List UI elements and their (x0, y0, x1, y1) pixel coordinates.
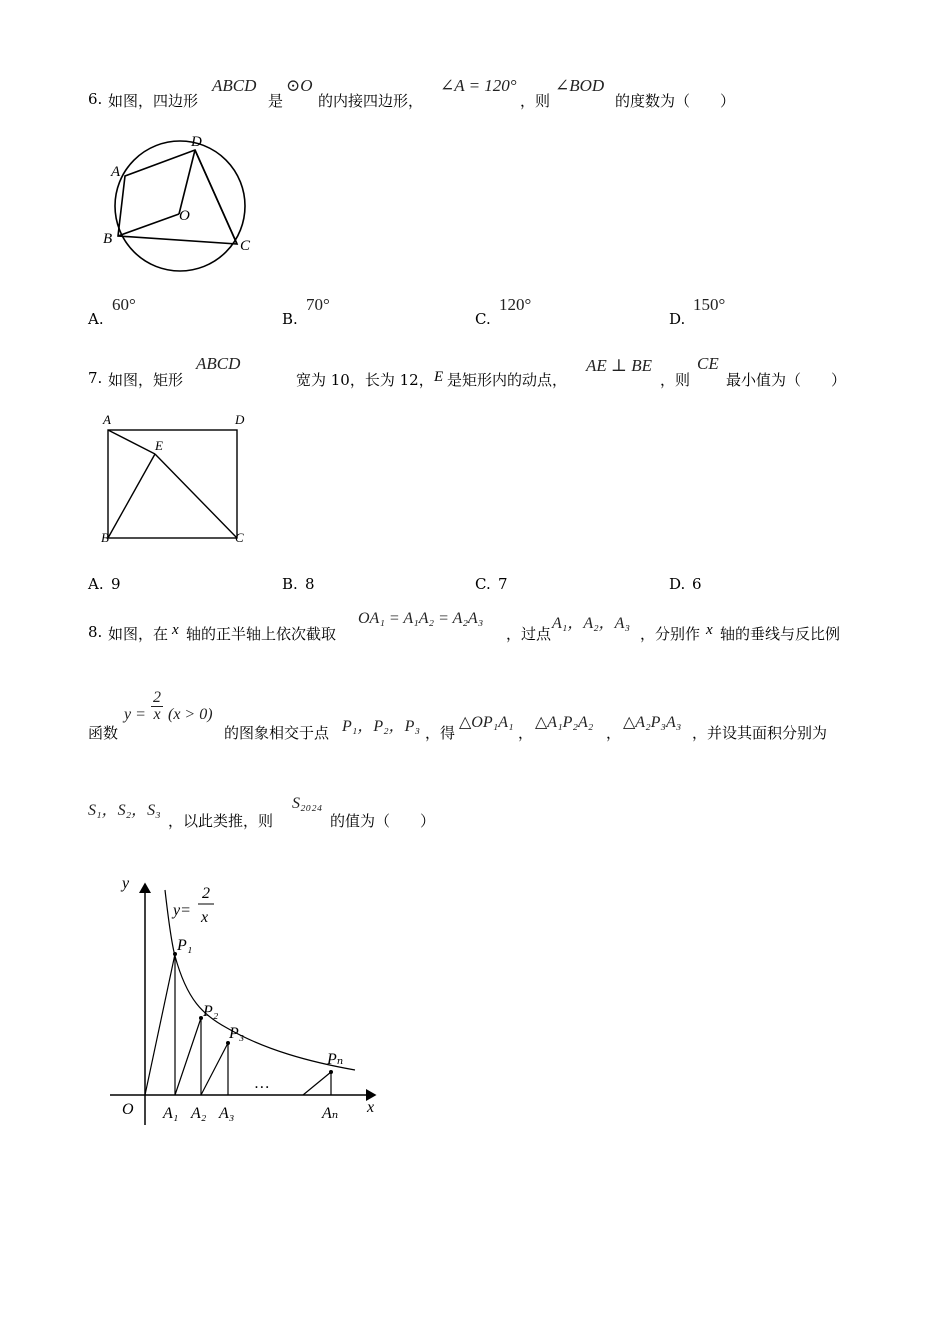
q7-figure-rectangle (95, 408, 255, 548)
q8-text-11: 的值为（ ） (330, 812, 436, 830)
q6-option-c-key[interactable]: C. (475, 310, 491, 328)
q7-option-c-value[interactable]: 7 (498, 575, 508, 593)
q6-option-d-key[interactable]: D. (669, 310, 686, 328)
q8-text-1: 如图，在 (108, 625, 169, 643)
func-label-den: x (201, 909, 209, 926)
q8-func-condition: (x > 0) (168, 706, 213, 723)
q6-math-circle: ⊙O (286, 76, 313, 95)
q8-math-points-p: P₁，P₂，P₃ (342, 718, 421, 735)
label-a: A (103, 412, 111, 427)
q8-comma-1: ， (518, 724, 534, 742)
q8-text-3: ，过点 (506, 625, 552, 643)
segment-ae (108, 430, 155, 454)
q7-option-a-value[interactable]: 9 (111, 575, 121, 593)
label-a: A (111, 164, 121, 180)
q8-func-numerator: 2 (153, 689, 161, 706)
q8-math-segments: OA₁ = A₁A₂ = A₂A₃ (358, 610, 484, 627)
circle-o (115, 141, 245, 271)
point-pn (329, 1070, 333, 1074)
q7-number: 7. (88, 369, 103, 387)
q8-func-fraction (151, 690, 163, 723)
axis-label-x: x (367, 1099, 375, 1116)
q8-x-1: x (172, 622, 179, 638)
q7-e: E (434, 369, 444, 385)
q6-math-bod: ∠BOD (555, 76, 605, 95)
q6-option-c-value[interactable]: 120° (499, 295, 532, 314)
label-d: D (191, 134, 202, 150)
label-b: B (101, 530, 109, 545)
q8-comma-2: ， (606, 724, 622, 742)
label-p2: P₂ (203, 1003, 219, 1020)
q8-triangle-3: △A₂P₃A₃ (623, 714, 682, 731)
func-label-lhs: y= (173, 902, 191, 919)
q6-option-b-value[interactable]: 70° (306, 295, 330, 314)
segment-bo (118, 214, 179, 236)
q7-option-b-key[interactable]: B. (282, 575, 298, 593)
q7-math-abcd: ABCD (196, 354, 241, 373)
curve-inverse-function (165, 890, 355, 1070)
label-pn: Pₙ (327, 1051, 344, 1068)
q8-func-lhs: y = (124, 706, 146, 723)
label-dots: … (255, 1075, 270, 1092)
q7-option-a-key[interactable]: A. (88, 575, 104, 593)
segment-be (108, 454, 155, 538)
origin-label: O (122, 1101, 134, 1118)
label-a1: A₁ (163, 1105, 179, 1122)
q7-text-1: 如图，矩形 (108, 371, 184, 389)
segment-ec (155, 454, 237, 538)
label-a2: A₂ (191, 1105, 207, 1122)
q7-text-3: 是矩形内的动点， (447, 371, 568, 389)
q8-text-5: 轴的垂线与反比例 (720, 625, 841, 643)
q8-figure-graph (105, 870, 390, 1135)
q7-text-5: 最小值为（ ） (726, 371, 847, 389)
label-a3: A₃ (219, 1105, 235, 1122)
q8-s2024: S₂₀₂₄ (292, 795, 323, 812)
q7-option-d-value[interactable]: 6 (692, 575, 702, 593)
q7-math-perp: AE ⊥ BE (586, 356, 653, 375)
q7-text-4: ，则 (660, 371, 691, 389)
label-o: O (179, 208, 190, 224)
segment-od (179, 150, 195, 214)
q6-text-5: 的度数为（ ） (615, 92, 736, 110)
q8-text-10: ，以此类推，则 (168, 812, 274, 830)
segment-op1 (145, 954, 175, 1095)
q8-text-8: ，得 (425, 724, 456, 742)
q6-text-2: 是 (268, 92, 284, 110)
q8-triangle-2: △A₁P₂A₂ (535, 714, 594, 731)
q7-text-2: 宽为 10，长为 12， (296, 371, 434, 389)
label-p1: P₁ (177, 937, 193, 954)
q8-x-2: x (706, 622, 713, 638)
label-c: C (235, 530, 244, 545)
q7-math-ce: CE (697, 354, 719, 373)
label-d: D (235, 412, 245, 427)
q6-figure-circle (95, 128, 265, 288)
q7-option-c-key[interactable]: C. (475, 575, 491, 593)
q8-text-7: 的图象相交于点 (224, 724, 330, 742)
segment-an-1pn (303, 1072, 331, 1095)
q6-option-d-value[interactable]: 150° (693, 295, 726, 314)
label-b: B (103, 231, 113, 247)
segment-a2p3 (201, 1043, 228, 1095)
q6-text-4: ，则 (520, 92, 551, 110)
q7-option-b-value[interactable]: 8 (305, 575, 315, 593)
label-e: E (155, 438, 163, 453)
q8-text-6: 函数 (88, 724, 119, 742)
label-c: C (240, 238, 251, 254)
label-p3: P₃ (229, 1025, 245, 1042)
q6-option-b-key[interactable]: B. (282, 310, 298, 328)
rectangle-abcd (108, 430, 237, 538)
q8-number: 8. (88, 623, 103, 641)
q6-number: 6. (88, 90, 103, 108)
q7-option-d-key[interactable]: D. (669, 575, 686, 593)
q8-math-points-a: A₁，A₂，A₃ (552, 615, 631, 632)
func-label-num: 2 (202, 885, 210, 902)
q8-areas: S₁，S₂，S₃ (88, 802, 161, 819)
q6-option-a-value[interactable]: 60° (112, 295, 136, 314)
q6-option-a-key[interactable]: A. (88, 310, 104, 328)
segment-a1p2 (175, 1018, 201, 1095)
q8-func-denominator: x (153, 706, 161, 723)
q6-math-abcd: ABCD (212, 76, 257, 95)
q8-text-9: ，并设其面积分别为 (692, 724, 828, 742)
q6-text-3: 的内接四边形， (318, 92, 424, 110)
q8-triangle-1: △OP₁A₁ (459, 714, 514, 731)
q8-text-4: ，分别作 (640, 625, 701, 643)
axis-label-y: y (122, 875, 130, 892)
label-an: Aₙ (322, 1105, 339, 1122)
q6-text-1: 如图，四边形 (108, 92, 199, 110)
q8-text-2: 轴的正半轴上依次截取 (186, 625, 337, 643)
q6-math-angle: ∠A = 120° (440, 76, 517, 95)
